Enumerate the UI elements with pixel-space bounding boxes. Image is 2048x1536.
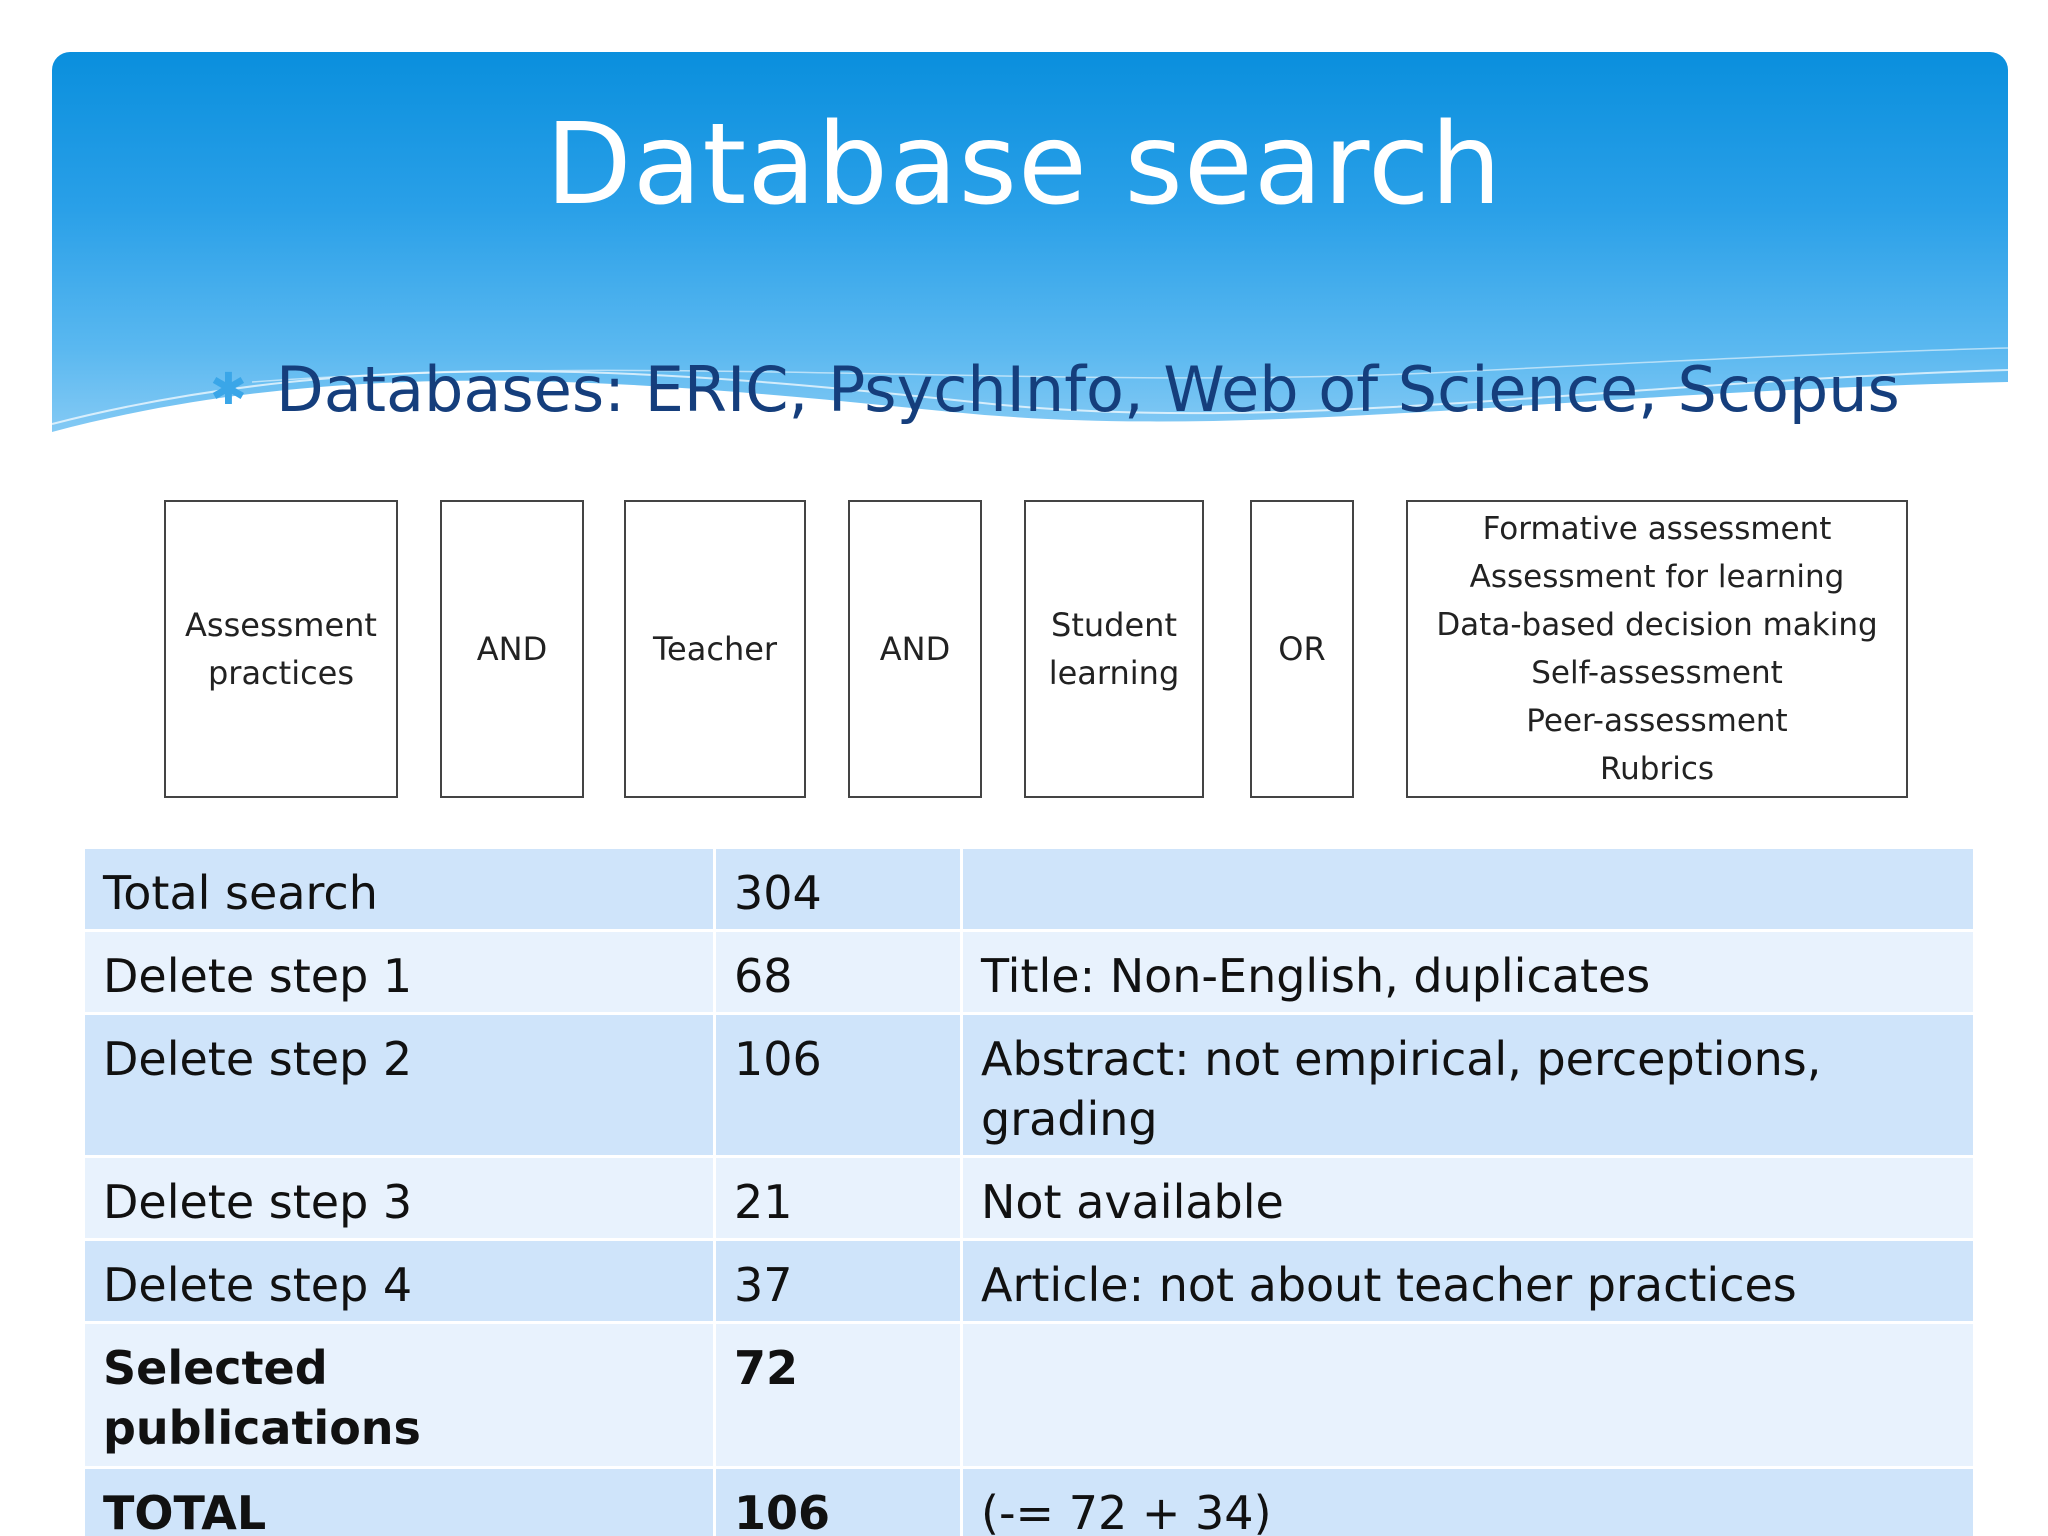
row-note: Abstract: not empirical, perceptions, grading <box>963 1015 1973 1155</box>
row-note <box>963 849 1973 929</box>
slide-title: Database search <box>545 100 1503 230</box>
term-line: Assessment for learning <box>1469 559 1845 595</box>
row-label: TOTAL <box>85 1469 713 1536</box>
term-box-assessment-practices <box>164 500 398 798</box>
operator-label: AND <box>476 630 548 668</box>
term-line: Rubrics <box>1599 751 1715 787</box>
bullet-text: Databases: ERIC, PsychInfo, Web of Science, Scopus <box>276 353 1900 426</box>
row-label: Delete step 4 <box>85 1241 713 1321</box>
term-line: Assessment <box>185 606 377 644</box>
row-note: Title: Non-English, duplicates <box>963 932 1973 1012</box>
row-label: Delete step 3 <box>85 1158 713 1238</box>
row-count: 106 <box>716 1015 960 1155</box>
term-line: Formative assessment <box>1482 511 1832 547</box>
term-line: Peer-assessment <box>1526 703 1788 739</box>
row-count: 37 <box>716 1241 960 1321</box>
table-row <box>85 1469 1973 1536</box>
term-box-student-learning <box>1024 500 1204 798</box>
asterisk-bullet-icon: ✱ <box>210 364 247 415</box>
row-label: Delete step 2 <box>85 1015 713 1155</box>
bullet-row <box>210 350 1900 430</box>
row-count: 106 <box>716 1469 960 1536</box>
table-row <box>85 1241 1973 1321</box>
operator-box-and-1 <box>440 500 584 798</box>
row-label: Delete step 1 <box>85 932 713 1012</box>
row-note: Not available <box>963 1158 1973 1238</box>
term-box-formative-list <box>1406 500 1908 798</box>
term-line: learning <box>1048 654 1180 692</box>
row-note: (-= 72 + 34) <box>963 1469 1973 1536</box>
row-count: 21 <box>716 1158 960 1238</box>
table-row <box>85 849 1973 929</box>
search-results-table <box>82 846 1976 1536</box>
term-box-teacher <box>624 500 806 798</box>
row-count: 72 <box>716 1324 960 1466</box>
table-row <box>85 932 1973 1012</box>
row-label: Total search <box>85 849 713 929</box>
term-line: Teacher <box>652 630 778 668</box>
table-row <box>85 1015 1973 1155</box>
row-count: 68 <box>716 932 960 1012</box>
term-line: Data-based decision making <box>1436 607 1878 643</box>
table-row <box>85 1324 1973 1466</box>
operator-label: OR <box>1278 630 1326 668</box>
operator-label: AND <box>879 630 951 668</box>
row-note: Article: not about teacher practices <box>963 1241 1973 1321</box>
term-line: practices <box>207 654 355 692</box>
row-note <box>963 1324 1973 1466</box>
table-row <box>85 1158 1973 1238</box>
term-line: Self-assessment <box>1531 655 1783 691</box>
row-count: 304 <box>716 849 960 929</box>
row-label: Selected publications <box>85 1324 713 1466</box>
operator-box-and-2 <box>848 500 982 798</box>
term-line: Student <box>1051 606 1177 644</box>
operator-box-or <box>1250 500 1354 798</box>
